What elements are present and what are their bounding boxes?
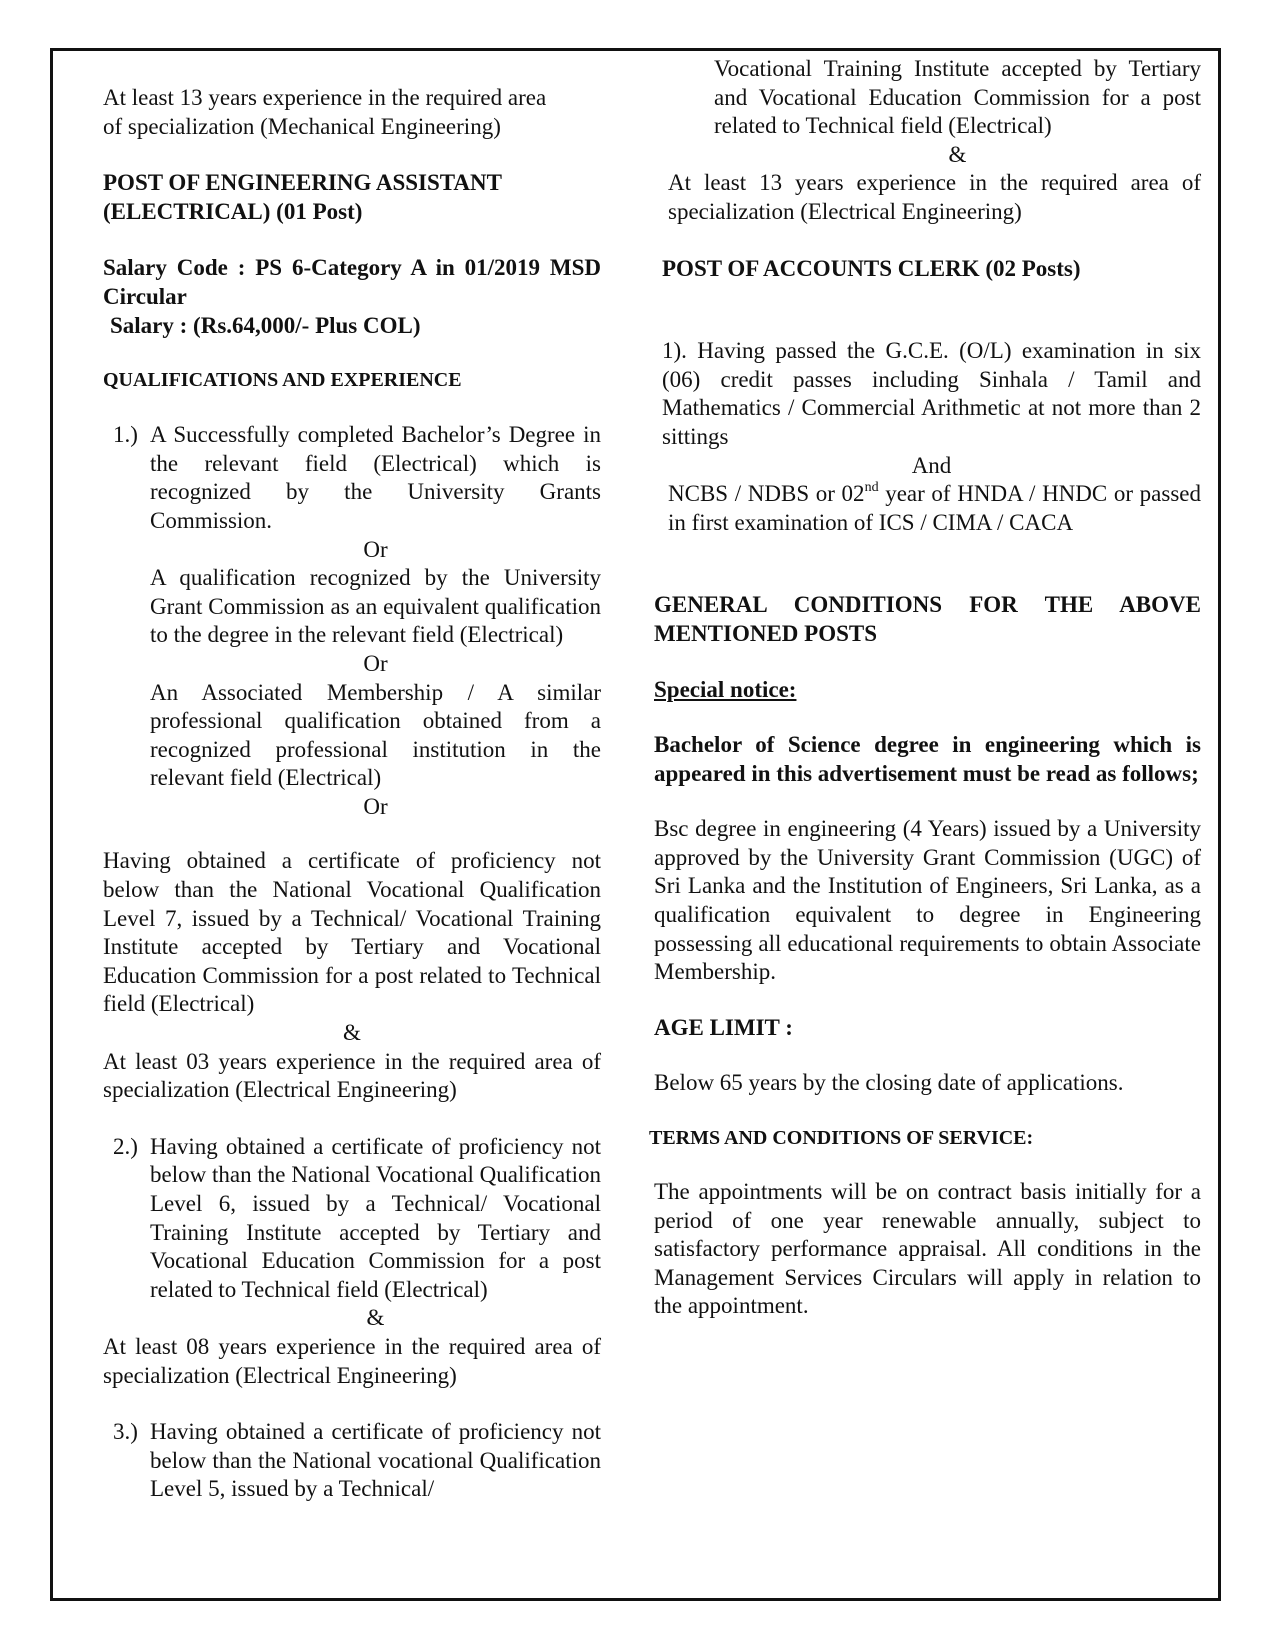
experience-03-years: At least 03 years experience in the required area of specialization (Electrical Engineering) <box>103 1048 601 1103</box>
item3-text: Having obtained a certificate of proficiency not below than the National vocational Qualification Level 5, issued by a Technical/ <box>150 1419 601 1502</box>
general-conditions-heading: GENERAL CONDITIONS FOR THE ABOVE MENTIONED POSTS <box>654 592 1201 646</box>
and-separator: And <box>911 452 952 478</box>
intro-line-2: of specialization (Mechanical Engineering) <box>103 113 501 139</box>
age-limit-text: Below 65 years by the closing date of applications. <box>654 1070 1124 1096</box>
special-notice: Special notice: <box>654 676 797 702</box>
intro-line-1: At least 13 years experience in the required area <box>103 85 547 110</box>
salary: Salary : (Rs.64,000/- Plus COL) <box>110 312 421 338</box>
item-number: 2.) <box>113 1133 138 1159</box>
experience-13-years: At least 13 years experience in the required area of specialization (Electrical Engineering) <box>668 170 1201 224</box>
qualifications-heading: QUALIFICATIONS AND EXPERIENCE <box>103 369 462 392</box>
item1-membership-text: An Associated Membership / A similar professional qualification obtained from a recognized professional institution in the relevant field (Electrical) <box>150 679 601 791</box>
item1-degree-text: A Successfully completed Bachelor’s Degree in the relevant field (Electrical) which is recognized by the University Grants Commission. <box>150 422 601 533</box>
bsc-notice-bold: Bachelor of Science degree in engineering which is appeared in this advertisement must be read as follows; <box>654 732 1201 786</box>
item-number: 3.) <box>113 1419 138 1445</box>
level5-continuation: Vocational Training Institute accepted by Tertiary and Vocational Education Commission for a post related to Technical field (Electrical) <box>714 56 1201 139</box>
ampersand: & <box>948 141 967 167</box>
bsc-degree-text: Bsc degree in engineering (4 Years) issued by a University approved by the University Grant Commission (UGC) of Sri Lanka and the Institution of Engineers, Sri Lanka, as a qualification equivalent to degree in Engineering possessing all educational requirements to obtain Associate Membership. <box>654 816 1201 985</box>
ampersand: & <box>366 1305 385 1331</box>
qualification-item-3 <box>103 1418 601 1504</box>
or-separator: Or <box>363 650 388 676</box>
or-separator: Or <box>363 536 388 562</box>
salary-code: Salary Code : PS 6-Category A in 01/2019 MSD Circular <box>103 255 601 309</box>
terms-text: The appointments will be on contract basis initially for a period of one year renewable annually, subject to satisfactory performance appraisal. All conditions in the Management Services Circulars will apply in relation to the appointment. <box>654 1179 1201 1319</box>
right-column <box>649 55 1202 1321</box>
age-limit-heading: AGE LIMIT : <box>654 1014 793 1040</box>
ncbs-text: NCBS / NDBS or 02nd year of HNDA / HNDC or passed in first examination of ICS / CIMA / CACA <box>668 480 1202 535</box>
post-title-line-1: POST OF ENGINEERING ASSISTANT <box>103 170 502 196</box>
qualification-item-2 <box>103 1133 601 1333</box>
or-separator: Or <box>363 793 388 819</box>
left-column <box>103 84 601 1504</box>
qualification-item-1 <box>103 421 601 821</box>
ol-exam-text: 1). Having passed the G.C.E. (O/L) examination in six (06) credit passes including Sinhala / Tamil and Mathematics / Commercial Arithmetic at not more than 2 sittings <box>662 338 1201 449</box>
item1-equivalent-text: A qualification recognized by the University Grant Commission as an equivalent qualification to the degree in the relevant field (Electrical) <box>150 565 601 648</box>
ampersand: & <box>343 1020 361 1046</box>
level7-certificate-text: Having obtained a certificate of proficiency not below than the National Vocational Qualification Level 7, issued by a Technical/ Vocational Training Institute accepted by Tertiary and Vocational Education Commission for a post related to Technical field (Electrical) <box>103 848 601 1017</box>
terms-heading: TERMS AND CONDITIONS OF SERVICE: <box>649 1127 1034 1150</box>
item-number: 1.) <box>113 422 138 448</box>
experience-08-years: At least 08 years experience in the required area of specialization (Electrical Engineering) <box>103 1333 601 1388</box>
accounts-clerk-title: POST OF ACCOUNTS CLERK (02 Posts) <box>662 255 1081 281</box>
item2-text: Having obtained a certificate of proficiency not below than the National Vocational Qualification Level 6, issued by a Technical/ Vocational Training Institute accepted by Tertiary and Vocational Education Commission for a post related to Technical field (Electrical) <box>150 1133 601 1302</box>
post-title-line-2: (ELECTRICAL) (01 Post) <box>103 198 363 224</box>
